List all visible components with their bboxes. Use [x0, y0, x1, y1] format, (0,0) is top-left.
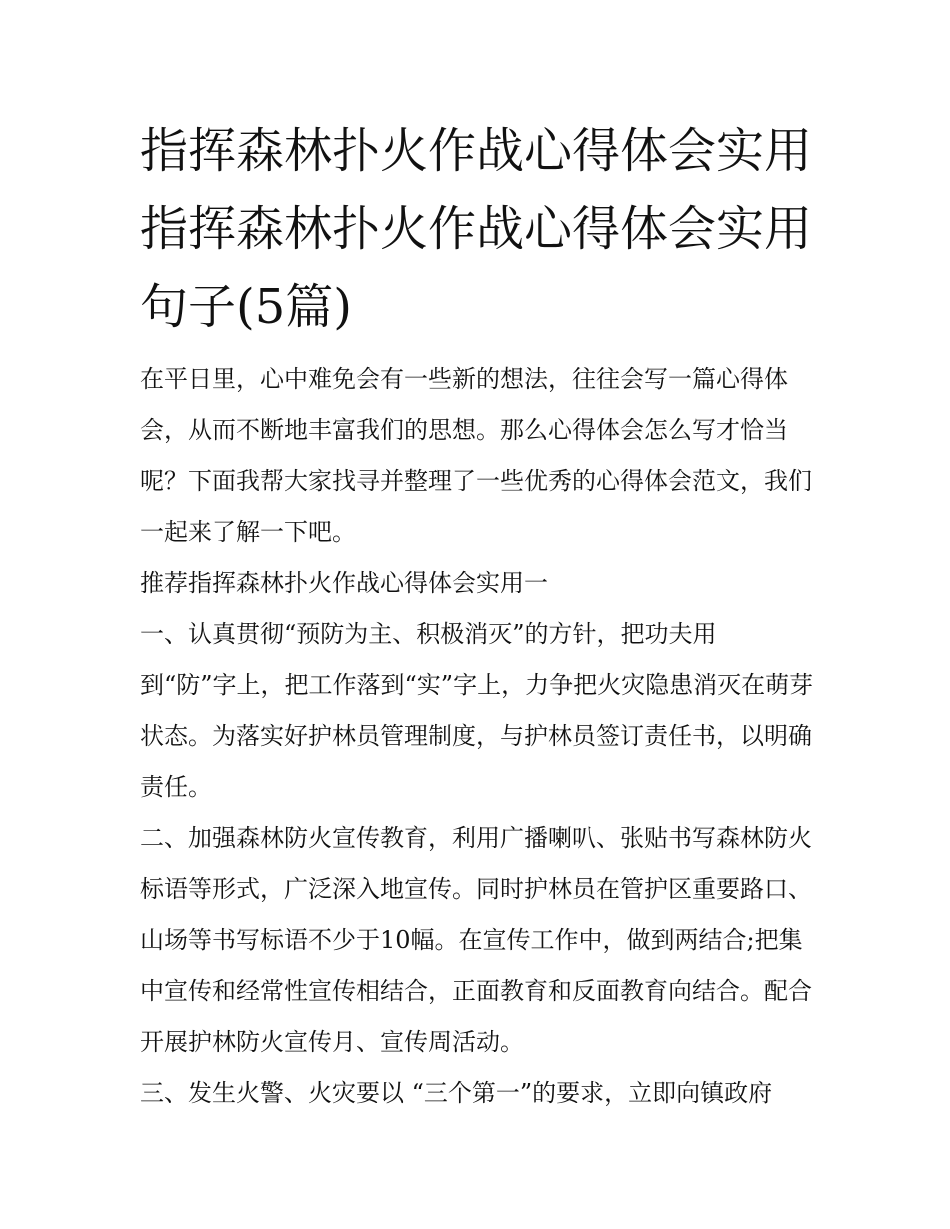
paragraph-item-1-cont: 到“防”字上，把工作落到“实”字上，力争把火灾隐患消灭在萌芽状态。为落实好护林员管理制度，与护林员签订责任书，以明确责任。	[140, 671, 814, 801]
document-body	[140, 354, 815, 1119]
paragraph-item-3: 三、发生火警、火灾要以 “三个第一”的要求，立即向镇政府	[140, 1079, 773, 1107]
paragraph-item-2: 二、加强森林防火宣传教育，利用广播喇叭、张贴书写森林防火标语等形式，广泛深入地宣传。同时护林员在管护区重要路口、山场等书写标语不少于10幅。在宣传工作中，做到两结合;把集中宣传和经常性宣传相结合，正面教育和反面教育向结合。配合开展护林防火宣传月、宣传周活动。	[140, 824, 812, 1056]
paragraph-section-heading: 推荐指挥森林扑火作战心得体会实用一	[140, 569, 548, 597]
paragraph-intro: 在平日里，心中难免会有一些新的想法，往往会写一篇心得体会，从而不断地丰富我们的思想。那么心得体会怎么写才恰当呢？下面我帮大家找寻并整理了一些优秀的心得体会范文，我们一起来了解一下吧。	[140, 365, 812, 546]
document-title: 指挥森林扑火作战心得体会实用 指挥森林扑火作战心得体会实用句子(5篇)	[140, 123, 813, 335]
paragraph-item-1-start: 一、认真贯彻“预防为主、积极消灭”的方针，把功夫用	[140, 620, 717, 648]
document-page	[140, 112, 815, 1119]
